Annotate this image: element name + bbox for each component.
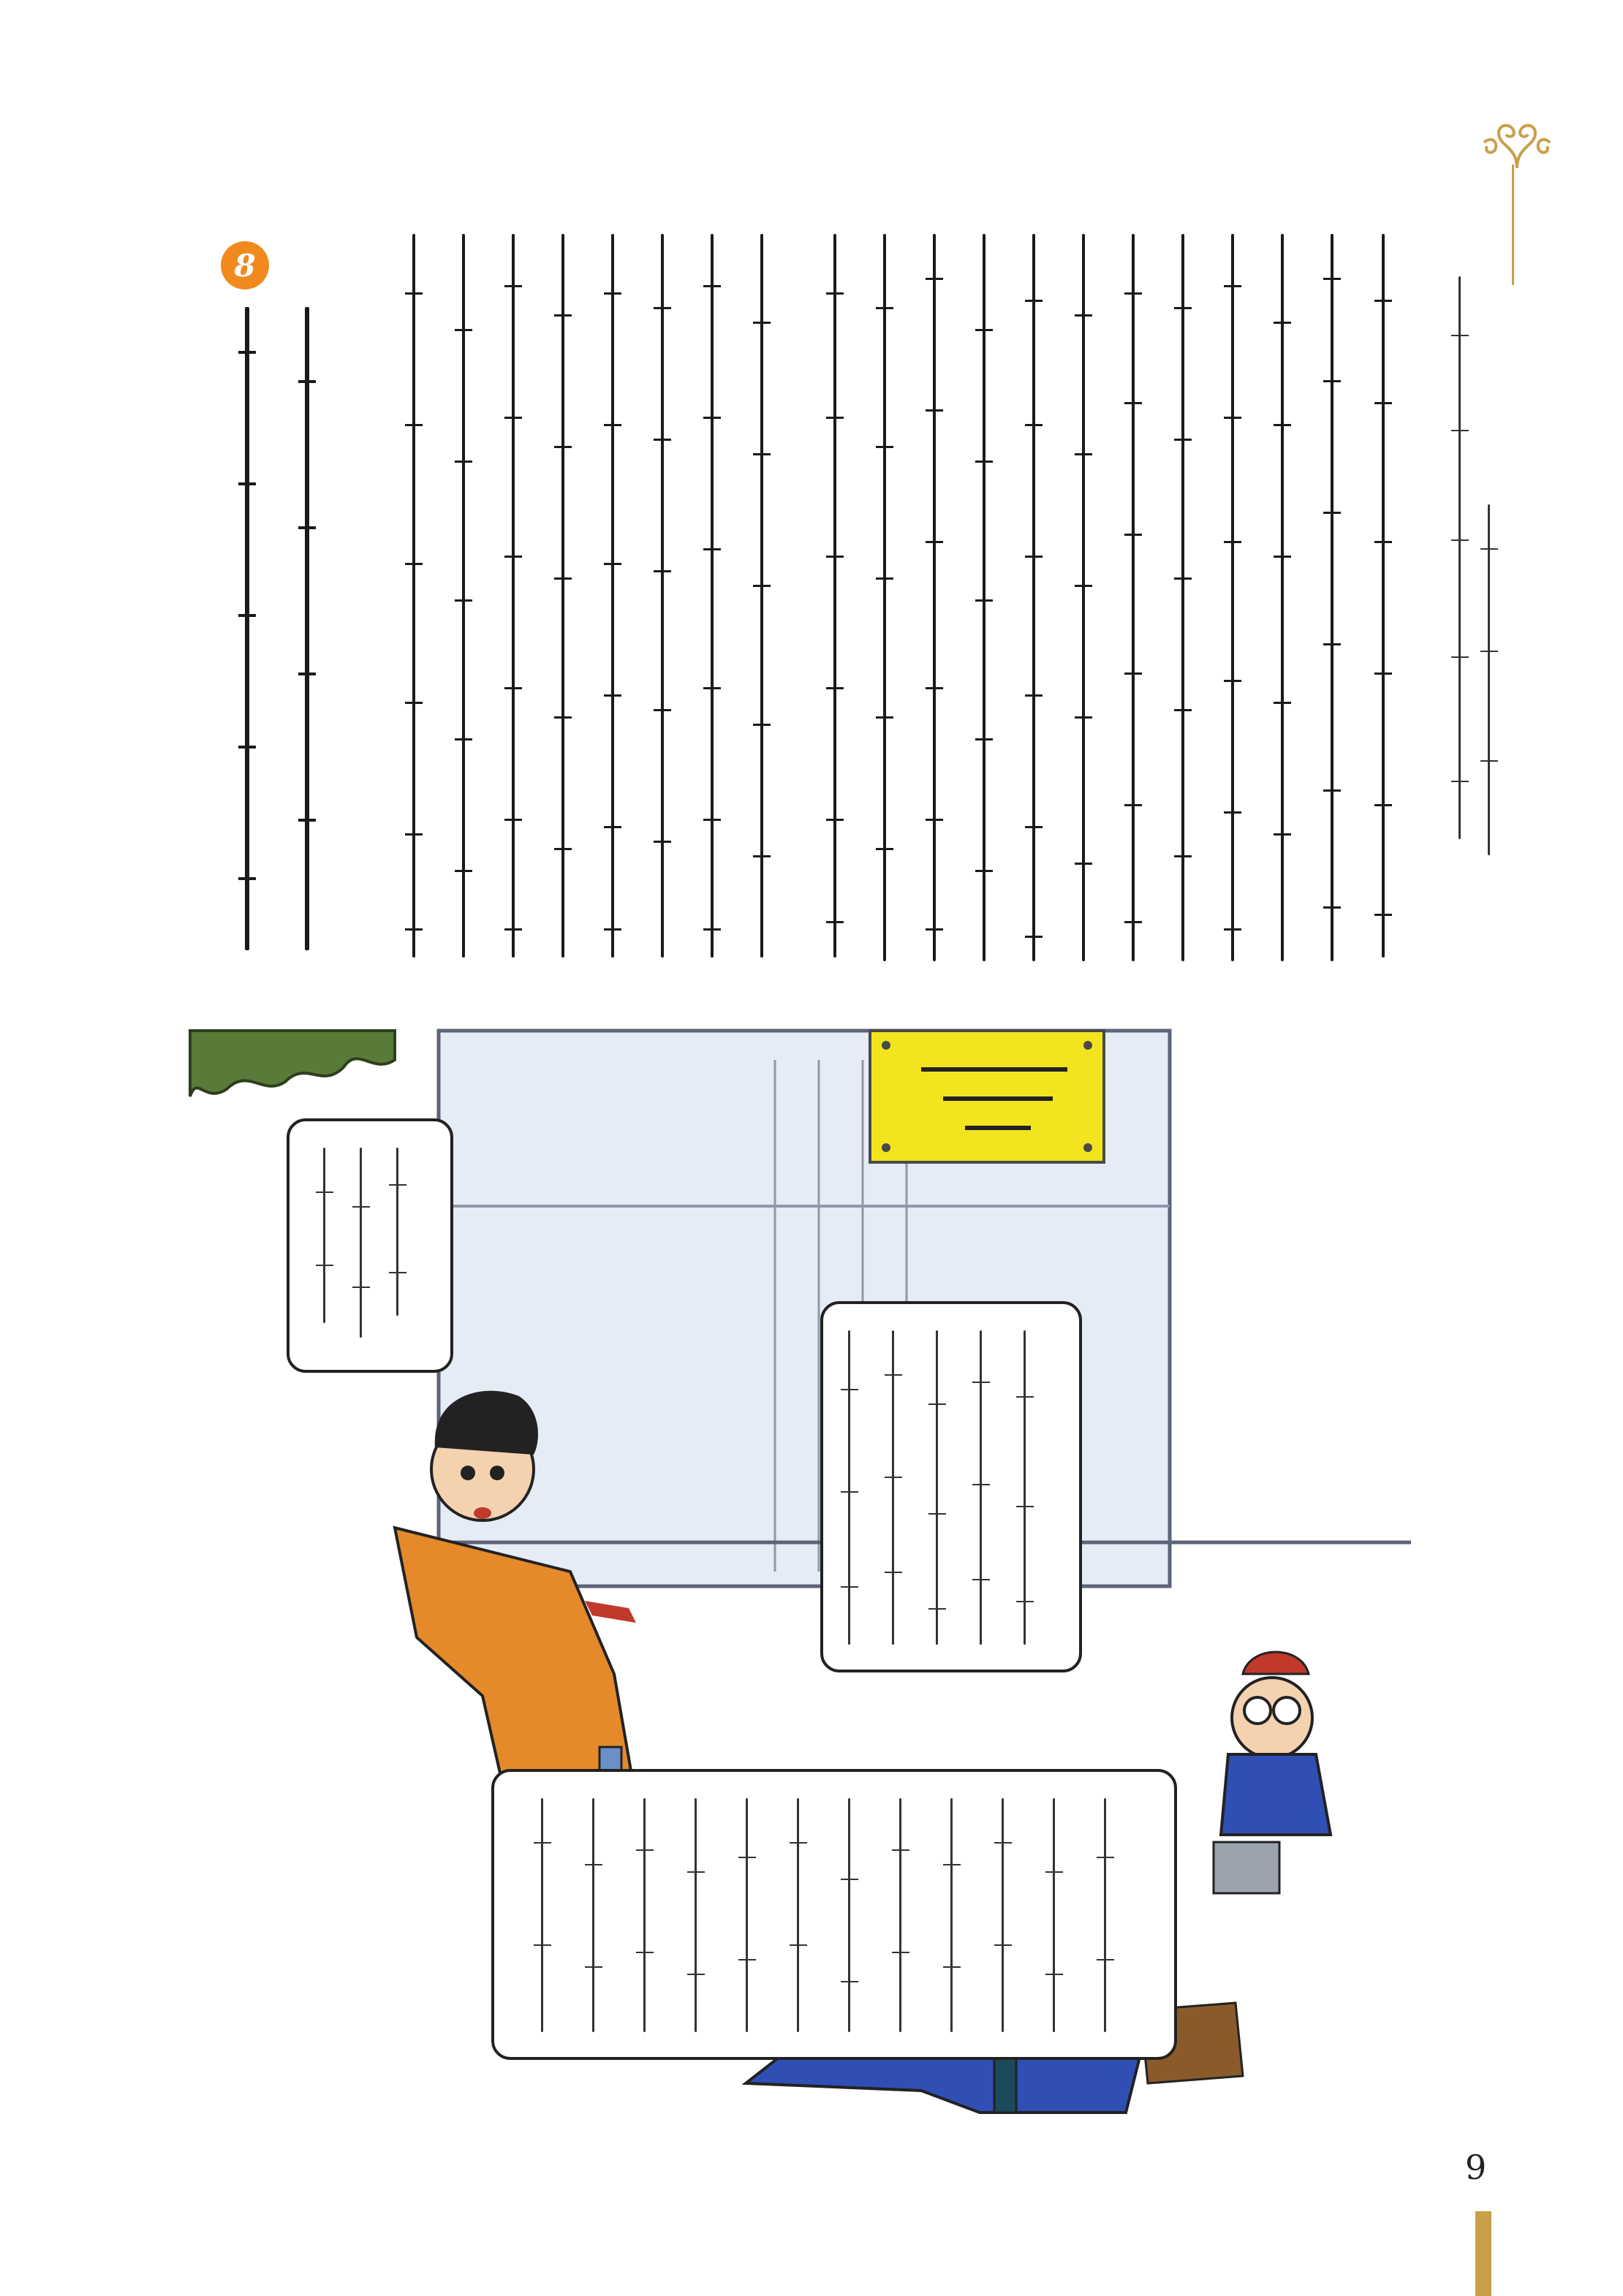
body-text-column [876, 234, 893, 961]
bubble-text-column [1016, 1330, 1034, 1645]
body-text-column [1124, 234, 1142, 961]
body-text-column [1274, 234, 1291, 961]
body-text-column [753, 234, 771, 958]
header-subtitle-line [1480, 504, 1498, 855]
bubble-text-column [352, 1148, 370, 1338]
bubble-text-column [928, 1330, 946, 1645]
bubble-text-column [790, 1798, 807, 2032]
body-text-column [703, 234, 721, 958]
body-text-column [975, 234, 993, 961]
body-text-column [1075, 234, 1092, 961]
question-text-column [298, 307, 316, 950]
speech-bubble-orange [287, 1118, 453, 1373]
body-text-column [1224, 234, 1241, 961]
body-text-column [654, 234, 671, 958]
bubble-text-column [389, 1148, 406, 1316]
bush [190, 1031, 395, 1096]
question-text-column [238, 307, 256, 950]
bubble-text-column [636, 1798, 654, 2032]
bubble-text-column [841, 1330, 858, 1645]
bubble-text-column [885, 1330, 902, 1645]
bubble-text-column [994, 1798, 1012, 2032]
header-gold-rule [1512, 164, 1514, 285]
page-number: 9 [1465, 2148, 1487, 2187]
body-text-column [504, 234, 522, 958]
gold-swirl-ornament-icon [1477, 117, 1557, 175]
child-with-book [1214, 1652, 1331, 1893]
body-text-column [1025, 234, 1043, 961]
building-sign [870, 1031, 1104, 1162]
bubble-text-column [972, 1330, 990, 1645]
body-text-column [405, 234, 423, 958]
header-title-line [1451, 276, 1469, 839]
body-text-column [826, 234, 844, 958]
body-text-column [1323, 234, 1341, 961]
footer-gold-bar [1475, 2211, 1491, 2296]
body-text-column [1374, 234, 1392, 958]
bubble-text-column [1097, 1798, 1114, 2032]
speech-bubble-blue [820, 1301, 1082, 1672]
bubble-text-column [943, 1798, 961, 2032]
body-text-column [554, 234, 572, 958]
bubble-text-column [738, 1798, 756, 2032]
bubble-text-column [892, 1798, 909, 2032]
bubble-text-column [687, 1798, 705, 2032]
body-text-column [604, 234, 621, 958]
body-text-column [926, 234, 943, 961]
bubble-text-column [841, 1798, 858, 2032]
bubble-text-column [585, 1798, 602, 2032]
body-text-column [455, 234, 472, 958]
body-text-column [1174, 234, 1192, 961]
bubble-text-column [1045, 1798, 1063, 2032]
book-icon [1214, 1842, 1279, 1893]
bubble-text-column [316, 1148, 333, 1323]
bubble-text-column [534, 1798, 551, 2032]
question-number-badge: 8 [221, 241, 269, 289]
